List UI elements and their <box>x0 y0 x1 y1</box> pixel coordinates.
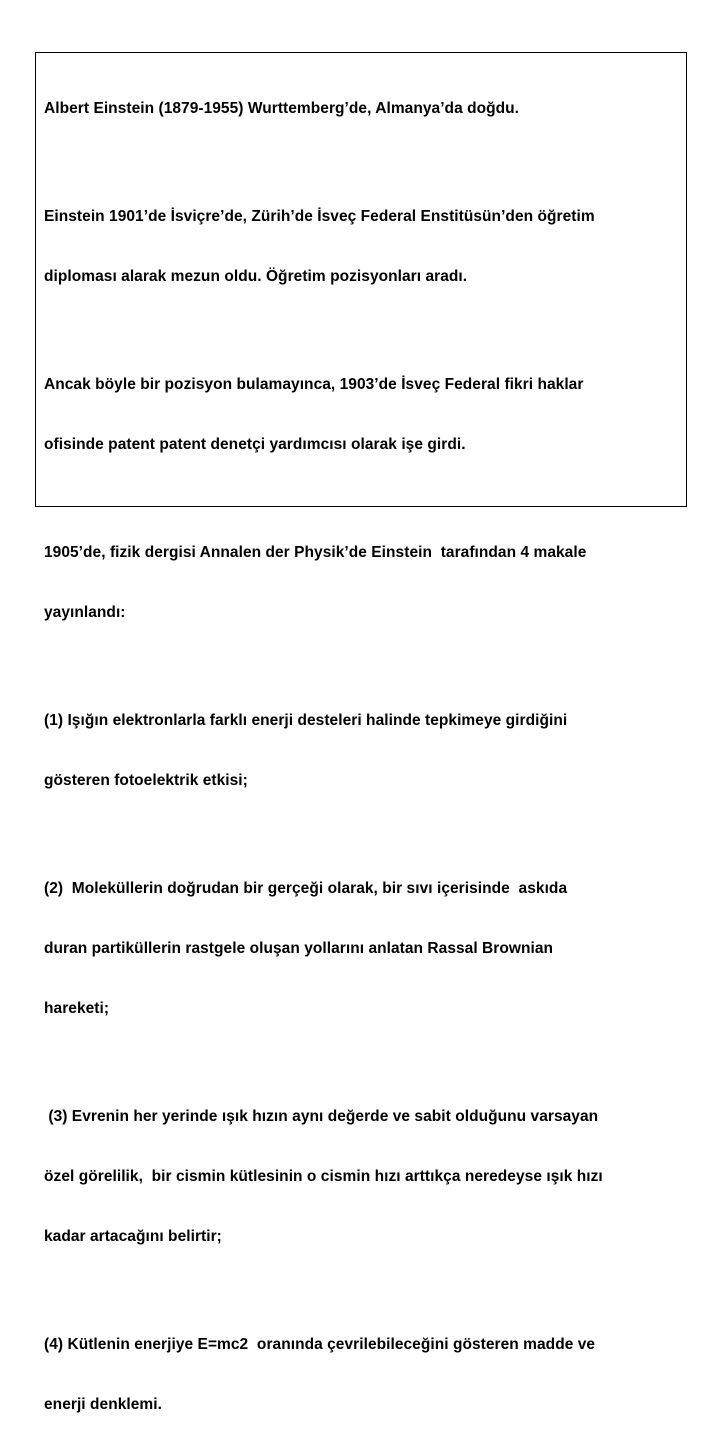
paragraph-photoelectric <box>44 671 686 831</box>
text-line: (4) Kütlenin enerjiye E=mc2 oranında çevrilebileceğini gösteren madde ve <box>44 1336 596 1353</box>
text-line: gösteren fotoelektrik etkisi; <box>44 772 248 789</box>
text-line: ofisinde patent patent denetçi yardımcısı olarak işe girdi. <box>44 436 466 453</box>
text-line: Einstein 1901’de İsviçre’de, Zürih’de İsveç Federal Enstitüsün’den öğretim <box>44 208 595 225</box>
paragraph-education <box>44 167 686 327</box>
content-box <box>35 52 687 1413</box>
paragraph-patent-office <box>44 335 686 495</box>
text-line: 1905’de, fizik dergisi Annalen der Physik’de Einstein tarafından 4 makale <box>44 544 587 561</box>
text-line: diploması alarak mezun oldu. Öğretim pozisyonları aradı. <box>44 268 468 285</box>
paragraph-relativity <box>44 1067 686 1287</box>
text-line: enerji denklemi. <box>44 1396 162 1413</box>
text-line: duran partiküllerin rastgele oluşan yollarını anlatan Rassal Brownian <box>44 940 554 957</box>
text-line: yayınlandı: <box>44 604 126 621</box>
text-line: özel görelilik, bir cismin kütlesinin o cismin hızı arttıkça neredeyse ışık hızı <box>44 1168 603 1185</box>
text-line: Ancak böyle bir pozisyon bulamayınca, 1903’de İsveç Federal fikri haklar <box>44 376 584 393</box>
text-line: Albert Einstein (1879-1955) Wurttemberg’de, Almanya’da doğdu. <box>44 100 520 117</box>
text-line: hareketi; <box>44 1000 110 1017</box>
paragraph-mass-energy <box>44 1295 686 1455</box>
text-line: (2) Moleküllerin doğrudan bir gerçeği olarak, bir sıvı içerisinde askıda <box>44 880 568 897</box>
paragraph-1905-papers <box>44 503 686 663</box>
text-line: (3) Evrenin her yerinde ışık hızın aynı değerde ve sabit olduğunu varsayan <box>44 1108 599 1125</box>
text-line: (1) Işığın elektronlarla farklı enerji desteleri halinde tepkimeye girdiğini <box>44 712 568 729</box>
text-line: kadar artacağını belirtir; <box>44 1228 222 1245</box>
paragraph-brownian <box>44 839 686 1059</box>
paragraph-birth <box>44 59 686 159</box>
